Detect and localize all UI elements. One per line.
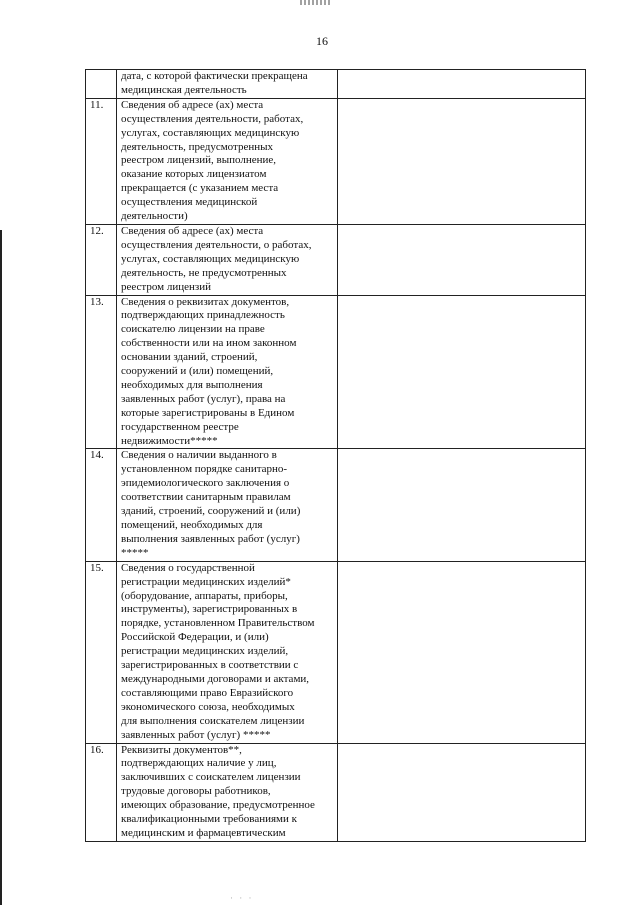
row-description: [117, 743, 338, 841]
description-line: экономического союза, необходимых: [121, 700, 295, 713]
row-number: 16.: [86, 743, 117, 841]
license-info-table: [85, 69, 586, 842]
description-line: подтверждающих принадлежность: [121, 309, 285, 322]
description-line: составляющими право Евразийского: [121, 686, 294, 699]
description-line: соответствии санитарным правилам: [121, 491, 291, 504]
scan-noise: · · ·: [230, 893, 254, 903]
description-line: деятельность, не предусмотренных: [121, 266, 287, 279]
description-line: реестром лицензий, выполнение,: [121, 154, 277, 167]
description-line: прекращается (с указанием места: [121, 182, 279, 195]
row-number: 11.: [86, 98, 117, 224]
description-line: зарегистрированных в соответствии с: [121, 659, 299, 672]
description-line: помещений, необходимых для: [121, 519, 263, 531]
row-number: 12.: [86, 224, 117, 295]
page-number: 16: [316, 34, 328, 48]
description-line: заключивших с соискателем лицензии: [121, 771, 301, 784]
description-line: медицинская деятельность: [121, 83, 247, 96]
description-line: установленном порядке санитарно-: [121, 463, 288, 476]
table-row: [86, 224, 586, 295]
description-line: Российской Федерации, и (или): [121, 631, 269, 644]
scan-edge-bar: [0, 230, 2, 905]
description-line: Реквизиты документов**,: [121, 743, 242, 756]
description-line: деятельность, предусмотренных: [121, 140, 274, 153]
description-line: медицинским и фармацевтическим: [121, 826, 286, 839]
description-line: порядке, установленном Правительством: [121, 617, 315, 630]
description-line: услугах, составляющих медицинскую: [121, 252, 300, 265]
description-line: дата, с которой фактически прекращена: [121, 70, 308, 82]
table-row: [86, 295, 586, 449]
description-line: квалификационными требованиями к: [121, 813, 297, 826]
table-row: [86, 561, 586, 743]
table-row: [86, 449, 586, 561]
description-line: деятельности): [121, 210, 188, 223]
description-line: подтверждающих наличие у лиц,: [121, 757, 277, 770]
description-line: соискателю лицензии на праве: [121, 323, 265, 336]
description-line: которые зарегистрированы в Едином: [121, 406, 295, 419]
row-value-cell[interactable]: [338, 449, 586, 561]
row-description: [117, 224, 338, 295]
row-value-cell[interactable]: [338, 98, 586, 224]
table-body: [86, 70, 586, 842]
row-number: 13.: [86, 295, 117, 449]
row-description: [117, 449, 338, 561]
description-line: собственности или на ином законном: [121, 337, 297, 350]
row-value-cell[interactable]: [338, 70, 586, 99]
row-number: 15.: [86, 561, 117, 743]
description-line: Сведения о реквизитах документов,: [121, 295, 290, 308]
description-line: услугах, составляющих медицинскую: [121, 126, 300, 139]
row-description: [117, 561, 338, 743]
description-line: эпидемиологического заключения о: [121, 477, 290, 490]
row-value-cell[interactable]: [338, 561, 586, 743]
table-row: [86, 98, 586, 224]
description-line: Сведения об адресе (ах) места: [121, 224, 264, 237]
description-line: осуществления медицинской: [121, 196, 258, 209]
description-line: заявленных работ (услуг), права на: [121, 392, 286, 405]
description-line: необходимых для выполнения: [121, 378, 263, 391]
description-line: инструменты), зарегистрированных в: [121, 603, 298, 616]
description-line: оказание которых лицензиатом: [121, 168, 267, 181]
row-value-cell[interactable]: [338, 295, 586, 449]
description-line: международными договорами и актами,: [121, 672, 310, 685]
description-line: зданий, строений, сооружений и (или): [121, 505, 301, 518]
description-line: реестром лицензий: [121, 280, 212, 293]
description-line: государственном реестре: [121, 420, 239, 433]
table-row: [86, 743, 586, 841]
row-description: [117, 70, 338, 99]
row-description: [117, 295, 338, 449]
description-line: осуществления деятельности, работах,: [121, 112, 304, 125]
description-line: осуществления деятельности, о работах,: [121, 238, 312, 251]
description-line: для выполнения соискателем лицензии: [121, 714, 305, 727]
row-number: 14.: [86, 449, 117, 561]
row-description: [117, 98, 338, 224]
description-line: выполнения заявленных работ (услуг): [121, 532, 300, 545]
description-line: сооружений и (или) помещений,: [121, 365, 274, 378]
description-line: *****: [121, 546, 149, 559]
table-row: [86, 70, 586, 99]
description-line: Сведения об адресе (ах) места: [121, 98, 264, 111]
description-line: регистрации медицинских изделий*: [121, 575, 291, 588]
description-line: трудовые договоры работников,: [121, 785, 271, 798]
description-line: Сведения о наличии выданного в: [121, 449, 277, 462]
row-value-cell[interactable]: [338, 743, 586, 841]
row-value-cell[interactable]: [338, 224, 586, 295]
row-number: [86, 70, 117, 99]
scan-artifact-mark: [300, 0, 330, 5]
description-line: недвижимости*****: [121, 434, 218, 447]
description-line: основании зданий, строений,: [121, 351, 258, 364]
description-line: заявленных работ (услуг) *****: [121, 728, 271, 741]
description-line: регистрации медицинских изделий,: [121, 645, 289, 658]
description-line: (оборудование, аппараты, приборы,: [121, 589, 288, 602]
description-line: имеющих образование, предусмотренное: [121, 799, 315, 812]
description-line: Сведения о государственной: [121, 561, 255, 574]
